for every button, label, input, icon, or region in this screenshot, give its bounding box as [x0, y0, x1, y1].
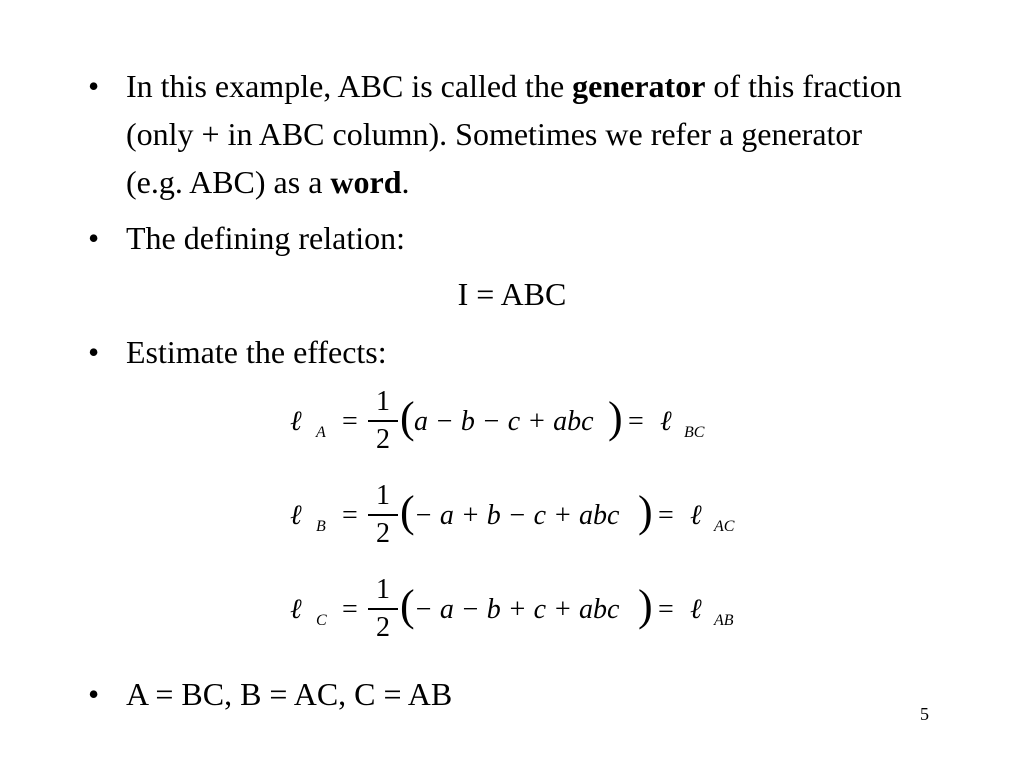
ell-symbol: ℓ: [290, 500, 302, 531]
lhs-subscript: A: [316, 424, 326, 441]
ell-symbol: ℓ: [660, 406, 672, 437]
equals-sign: =: [342, 500, 358, 531]
equation-body: − a − b + c + abc: [414, 594, 620, 625]
bullet-dot: •: [88, 676, 100, 712]
lhs-subscript: B: [316, 518, 326, 535]
ell-symbol: ℓ: [290, 594, 302, 625]
equals-sign: =: [342, 594, 358, 625]
bullet-dot: •: [88, 68, 100, 104]
ell-symbol: ℓ: [690, 500, 702, 531]
defining-relation: I = ABC: [457, 276, 567, 312]
left-paren: (: [400, 393, 415, 442]
page-number: 5: [920, 704, 929, 724]
equals-sign: =: [628, 406, 644, 437]
bullet-text: In this example, ABC is called the generator of this fraction (only + in ABC column). Sometimes we refer a generator (e.g. ABC) as a word.: [126, 68, 902, 200]
right-paren: ): [608, 393, 623, 442]
right-paren: ): [638, 581, 653, 630]
term-generator: generator: [572, 68, 706, 104]
fraction-one-half: 1 2: [368, 480, 398, 550]
equals-sign: =: [658, 500, 674, 531]
bullet-dot: •: [88, 220, 100, 256]
equals-sign: =: [658, 594, 674, 625]
equation-body: a − b − c + abc: [414, 406, 594, 437]
left-paren: (: [400, 581, 415, 630]
rhs-subscript: BC: [684, 424, 705, 441]
slide: • In this example, ABC is called the generator of this fraction (only + in ABC column). Sometimes we refer a generator (e.g. ABC) as a word. • The defining relation: I = ABC • Estimate the effects: ℓ A = 1 2 ( a − b − c + abc ) = ℓ BC ℓ B = 1 2 ( − a + b − c + abc ) = ℓ AC ℓ C = 1 2 ( − a − b + c + abc ) = ℓ AB • A = BC, B = AC, C = AB 5: [0, 0, 1024, 768]
equals-sign: =: [342, 406, 358, 437]
term-word: word: [330, 164, 402, 200]
ell-symbol: ℓ: [690, 594, 702, 625]
left-paren: (: [400, 487, 415, 536]
equation-body: − a + b − c + abc: [414, 500, 620, 531]
rhs-subscript: AC: [714, 518, 735, 535]
fraction-one-half: 1 2: [368, 386, 398, 456]
right-paren: ): [638, 487, 653, 536]
bullet-dot: •: [88, 334, 100, 370]
lhs-subscript: C: [316, 612, 327, 629]
fraction-one-half: 1 2: [368, 574, 398, 644]
rhs-subscript: AB: [714, 612, 734, 629]
ell-symbol: ℓ: [290, 406, 302, 437]
